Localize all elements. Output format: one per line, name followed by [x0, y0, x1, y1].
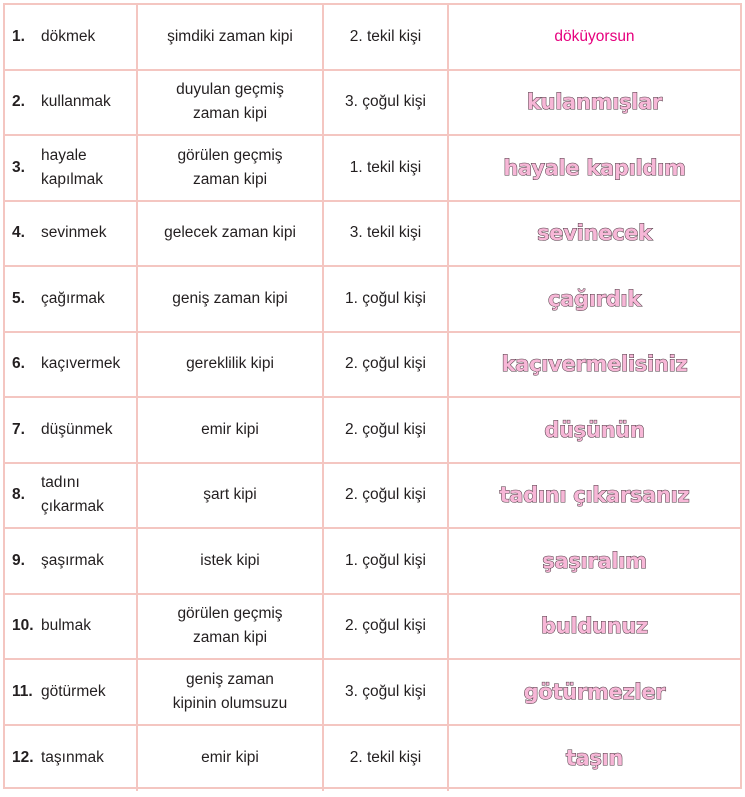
person-cell	[324, 202, 449, 266]
verb-text: kaçıvermek	[41, 355, 121, 373]
table-row	[5, 398, 740, 464]
person-text: 2. çoğul kişi	[345, 355, 426, 373]
verb-text: sevinmek	[41, 224, 107, 242]
verb-cell	[5, 71, 138, 135]
person-cell	[324, 595, 449, 659]
table-row	[5, 5, 740, 71]
tense-text: geniş zaman kipi	[172, 289, 288, 307]
answer-cell	[449, 398, 740, 462]
verb-text: taşınmak	[41, 749, 104, 767]
verb-cell	[5, 333, 138, 397]
row-number: 11.	[12, 682, 33, 700]
tense-cell	[138, 398, 324, 462]
tense-cell	[138, 333, 324, 397]
answer-cell	[449, 136, 740, 200]
table-row	[5, 333, 740, 399]
person-cell	[324, 136, 449, 200]
answer-text: kulanmışlar	[526, 90, 663, 115]
answer-cell	[449, 5, 740, 69]
answer-cell	[449, 333, 740, 397]
verb-cell	[5, 529, 138, 593]
answer-text: sevinecek	[537, 221, 652, 246]
answer-cell	[449, 529, 740, 593]
person-text: 3. çoğul kişi	[345, 93, 426, 111]
tense-cell	[138, 202, 324, 266]
person-text: 3. çoğul kişi	[345, 682, 426, 700]
row-number: 8.	[12, 486, 25, 504]
row-number: 6.	[12, 355, 25, 373]
tense-cell	[138, 71, 324, 135]
row-number: 7.	[12, 420, 25, 438]
verb-text: kullanmak	[41, 93, 111, 111]
tense-text: geniş zaman kipinin olumsuzu	[172, 670, 288, 712]
row-number: 10.	[12, 617, 34, 635]
tense-text: gelecek zaman kipi	[164, 224, 296, 242]
person-cell	[324, 464, 449, 528]
answer-text: düşünün	[544, 417, 645, 442]
person-text: 2. çoğul kişi	[345, 617, 426, 635]
person-cell	[324, 267, 449, 331]
person-cell	[324, 660, 449, 724]
row-number: 5.	[12, 289, 25, 307]
verb-text: çağırmak	[41, 289, 105, 307]
answer-text: taşın	[565, 746, 624, 771]
table-row	[5, 202, 740, 268]
row-number: 1.	[12, 27, 25, 45]
verb-text: dökmek	[41, 27, 96, 45]
tense-text: emir kipi	[201, 749, 259, 767]
person-text: 2. çoğul kişi	[345, 420, 426, 438]
row-number: 12.	[12, 749, 34, 767]
person-text: 1. çoğul kişi	[345, 289, 426, 307]
answer-cell	[449, 660, 740, 724]
verb-text: şaşırmak	[41, 551, 104, 569]
verb-cell	[5, 660, 138, 724]
tense-cell	[138, 726, 324, 792]
person-cell	[324, 5, 449, 69]
verb-text: düşünmek	[41, 420, 113, 438]
tense-text: şimdiki zaman kipi	[167, 27, 293, 45]
table-row	[5, 726, 740, 792]
tense-cell	[138, 595, 324, 659]
verb-text: tadını çıkarmak	[41, 474, 104, 516]
table-row	[5, 529, 740, 595]
verb-cell	[5, 5, 138, 69]
verb-text: hayale kapılmak	[41, 146, 104, 188]
answer-cell	[449, 726, 740, 792]
person-cell	[324, 529, 449, 593]
tense-text: görülen geçmiş zaman kipi	[177, 605, 283, 647]
row-number: 4.	[12, 224, 25, 242]
tense-text: görülen geçmiş zaman kipi	[177, 146, 283, 188]
tense-text: istek kipi	[200, 551, 260, 569]
answer-text: tadını çıkarsanız	[499, 483, 690, 508]
example-answer-text: döküyorsun	[554, 27, 635, 45]
answer-text: şaşıralım	[542, 548, 647, 573]
verb-cell	[5, 202, 138, 266]
verb-cell	[5, 464, 138, 528]
table-row	[5, 71, 740, 137]
person-text: 1. çoğul kişi	[345, 551, 426, 569]
verb-text: bulmak	[41, 617, 91, 635]
tense-cell	[138, 529, 324, 593]
row-number: 3.	[12, 158, 25, 176]
person-cell	[324, 398, 449, 462]
person-text: 2. tekil kişi	[349, 749, 422, 767]
row-number: 2.	[12, 93, 25, 111]
person-text: 2. tekil kişi	[349, 27, 422, 45]
table-row	[5, 136, 740, 202]
tense-cell	[138, 136, 324, 200]
row-number: 9.	[12, 551, 25, 569]
tense-text: emir kipi	[201, 420, 259, 438]
tense-cell	[138, 660, 324, 724]
answer-cell	[449, 202, 740, 266]
answer-cell	[449, 71, 740, 135]
answer-text: hayale kapıldım	[503, 155, 686, 180]
tense-cell	[138, 267, 324, 331]
person-text: 1. tekil kişi	[349, 158, 422, 176]
verb-cell	[5, 398, 138, 462]
table-row	[5, 267, 740, 333]
table-row	[5, 660, 740, 726]
conjugation-table	[3, 3, 742, 789]
answer-cell	[449, 267, 740, 331]
answer-text: götürmezler	[523, 679, 666, 704]
answer-text: buldunuz	[541, 614, 648, 639]
table-row	[5, 595, 740, 661]
answer-text: çağırdık	[547, 286, 641, 311]
table-row	[5, 464, 740, 530]
answer-cell	[449, 464, 740, 528]
person-cell	[324, 726, 449, 792]
tense-cell	[138, 464, 324, 528]
verb-cell	[5, 267, 138, 331]
person-text: 2. çoğul kişi	[345, 486, 426, 504]
person-cell	[324, 71, 449, 135]
person-cell	[324, 333, 449, 397]
tense-text: duyulan geçmiş zaman kipi	[176, 81, 284, 123]
tense-text: gereklilik kipi	[186, 355, 274, 373]
tense-text: şart kipi	[203, 486, 257, 504]
person-text: 3. tekil kişi	[349, 224, 422, 242]
verb-text: götürmek	[41, 682, 106, 700]
verb-cell	[5, 136, 138, 200]
verb-cell	[5, 726, 138, 792]
answer-cell	[449, 595, 740, 659]
answer-text: kaçıvermelisiniz	[501, 352, 688, 377]
tense-cell	[138, 5, 324, 69]
verb-cell	[5, 595, 138, 659]
